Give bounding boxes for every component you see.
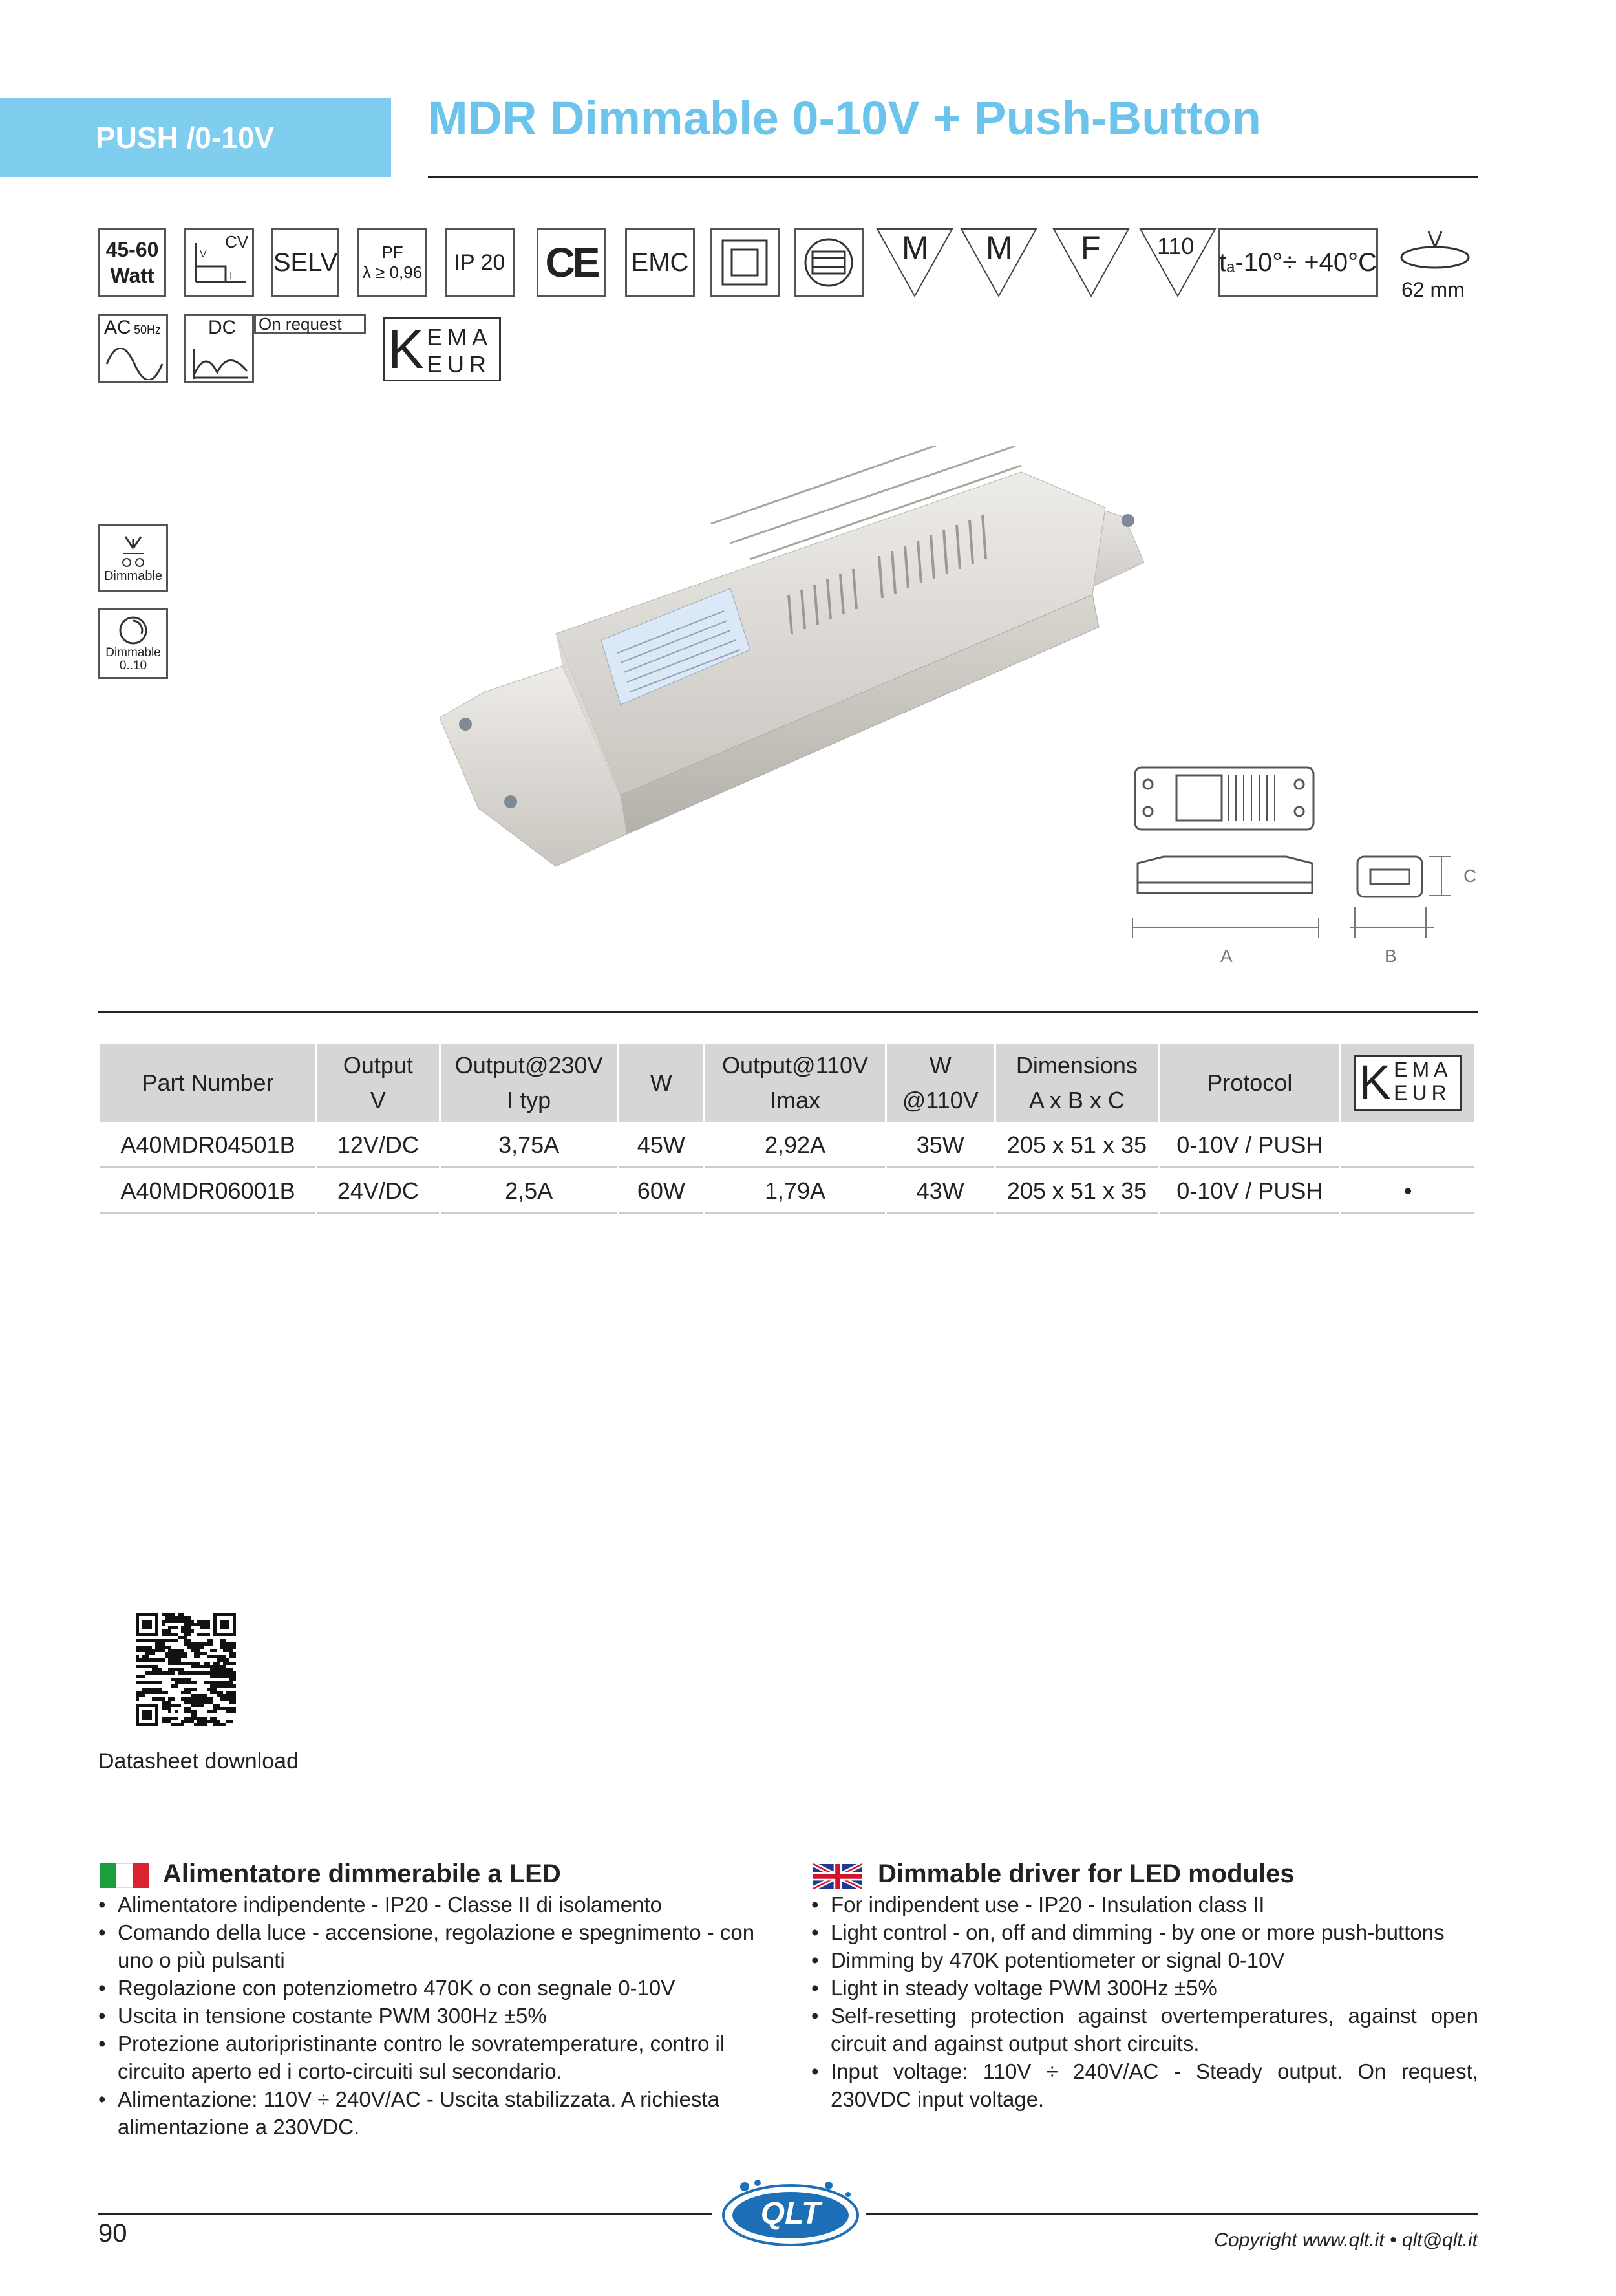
- emc-icon: [625, 228, 695, 297]
- ce-label: CE: [545, 239, 598, 286]
- page-number: 90: [98, 2219, 127, 2248]
- kema-keur-logo: [383, 317, 501, 381]
- cutout-icon: [1390, 228, 1480, 279]
- table-top-rule: [98, 1011, 1478, 1013]
- power-unit: Watt: [110, 264, 154, 287]
- dimmable-010-label: Dimmable: [105, 646, 161, 660]
- dimension-c-label: C: [1463, 866, 1477, 886]
- datasheet-download-link[interactable]: Datasheet download: [98, 1749, 299, 1774]
- ac-input-icon: [98, 314, 168, 383]
- header-protocol: Protocol: [1160, 1044, 1339, 1122]
- cell-watt: 60W: [619, 1170, 703, 1214]
- cell-current-110v: 1,79A: [705, 1170, 885, 1214]
- ac-label: AC: [104, 317, 131, 338]
- mm-mark-icon: [960, 228, 1037, 299]
- list-item: • Input voltage: 110V ÷ 240V/AC - Steady output. On request, 230VDC input voltage.: [811, 2057, 1478, 2113]
- selv-label: SELV: [273, 248, 338, 277]
- product-table: [98, 1042, 1476, 1216]
- cell-part-number: A40MDR06001B: [100, 1170, 315, 1214]
- cell-protocol: 0-10V / PUSH: [1160, 1170, 1339, 1214]
- emc-label: EMC: [631, 248, 689, 277]
- power-factor-icon: [357, 228, 427, 297]
- copyright: Copyright www.qlt.it • qlt@qlt.it: [1214, 2229, 1478, 2251]
- dimension-a-label: A: [1220, 946, 1233, 966]
- cell-part-number: A40MDR04501B: [100, 1124, 315, 1168]
- footer-rule-left: [98, 2213, 712, 2215]
- svg-text:V: V: [200, 249, 207, 260]
- list-item: • Protezione autoripristinante contro le sovratemperature, contro il circuito aperto ed i corto-circuiti sul secondario.: [98, 2030, 771, 2085]
- m-mark-icon: [876, 228, 953, 299]
- svg-text:I: I: [229, 271, 233, 282]
- list-item: • Light in steady voltage PWM 300Hz ±5%: [811, 1974, 1478, 2002]
- cell-watt-110v: 43W: [887, 1170, 994, 1214]
- header-dimensions: Dimensions A x B x C: [996, 1044, 1158, 1122]
- dc-label: DC: [208, 317, 237, 338]
- ambient-temp-icon: [1218, 228, 1378, 297]
- cell-dimensions: 205 x 51 x 35: [996, 1170, 1158, 1214]
- cell-kema: •: [1341, 1170, 1474, 1214]
- header-part-number: Part Number: [100, 1044, 315, 1122]
- kema-bottom: EUR: [427, 351, 492, 378]
- english-title: Dimmable driver for LED modules: [878, 1860, 1295, 1888]
- m-mark-label: M: [902, 230, 929, 266]
- kema-keur-header-logo: K EMA EUR: [1354, 1055, 1462, 1111]
- dimension-drawing: [1125, 760, 1487, 967]
- ip-label: IP 20: [454, 250, 505, 275]
- temp-110-label: 110: [1157, 233, 1195, 259]
- cell-current-110v: 2,92A: [705, 1124, 885, 1168]
- header-watt-110v: W @110V: [887, 1044, 994, 1122]
- on-request-note: On request: [254, 314, 366, 334]
- italian-title: Alimentatore dimmerabile a LED: [163, 1860, 561, 1888]
- f-mark-label: F: [1081, 230, 1101, 266]
- list-item: • Alimentatore indipendente - IP20 - Classe II di isolamento: [98, 1891, 771, 1918]
- uk-flag-icon: [813, 1863, 862, 1889]
- dimmable-010-range: 0..10: [119, 659, 147, 672]
- header-output-110v: Output@110V Imax: [705, 1044, 885, 1122]
- table-row: [100, 1170, 1474, 1214]
- ta-sub: a: [1226, 259, 1235, 276]
- table-row: [100, 1124, 1474, 1168]
- cell-output-v: 12V/DC: [317, 1124, 439, 1168]
- footer-rule-right: [866, 2213, 1478, 2215]
- table-header-row: [100, 1044, 1474, 1122]
- cell-output-v: 24V/DC: [317, 1170, 439, 1214]
- page-title: MDR Dimmable 0-10V + Push-Button: [428, 91, 1262, 145]
- dc-input-icon: [184, 314, 254, 383]
- cell-protocol: 0-10V / PUSH: [1160, 1124, 1339, 1168]
- qlt-logo: [719, 2178, 862, 2250]
- kema-k: K: [388, 319, 425, 380]
- cell-dimensions: 205 x 51 x 35: [996, 1124, 1158, 1168]
- list-item: • Self-resetting protection against overtemperatures, against open circuit and against output short circuits.: [811, 2002, 1478, 2057]
- mm-mark-label: M: [986, 230, 1013, 266]
- f-mark-icon: [1052, 228, 1130, 299]
- list-item: • Uscita in tensione costante PWM 300Hz ±5%: [98, 2002, 771, 2030]
- list-item: • Dimming by 470K potentiometer or signal 0-10V: [811, 1946, 1478, 1974]
- header-output-v: Output V: [317, 1044, 439, 1122]
- ip-rating-icon: [445, 228, 515, 297]
- category-label: PUSH /0-10V: [96, 121, 275, 155]
- header-output-230v: Output@230V I typ: [441, 1044, 617, 1122]
- cell-kema: [1341, 1124, 1474, 1168]
- constant-voltage-icon: [184, 228, 254, 297]
- italy-flag-icon: [100, 1863, 149, 1888]
- kema-top: EMA: [427, 324, 493, 350]
- cell-current-230v: 2,5A: [441, 1170, 617, 1214]
- pf-label: PF: [381, 242, 403, 262]
- selv-icon: [271, 228, 339, 297]
- cell-watt: 45W: [619, 1124, 703, 1168]
- ta-prefix: t: [1218, 248, 1227, 277]
- list-item: • Alimentazione: 110V ÷ 240V/AC - Uscita stabilizzata. A richiesta alimentazione a 230VDC.: [98, 2085, 771, 2141]
- list-item: • For indipendent use - IP20 - Insulation class II: [811, 1891, 1478, 1918]
- english-features: [811, 1891, 1478, 2113]
- list-item: • Regolazione con potenziometro 470K o con segnale 0-10V: [98, 1974, 771, 2002]
- qlt-logo-text: QLT: [760, 2196, 821, 2231]
- cell-current-230v: 3,75A: [441, 1124, 617, 1168]
- temp-110-mark-icon: [1139, 228, 1217, 299]
- ce-mark-icon: [537, 228, 606, 297]
- header-kema-keur: [1341, 1044, 1474, 1122]
- cutout-size: 62 mm: [1401, 278, 1465, 301]
- header-watt: W: [619, 1044, 703, 1122]
- qr-code[interactable]: [136, 1613, 236, 1726]
- title-rule: [428, 176, 1478, 178]
- dimmable-0-10-icon: [98, 608, 168, 679]
- dimmable-label: Dimmable: [103, 568, 163, 583]
- pf-value: λ ≥ 0,96: [362, 263, 423, 282]
- product-photo: [427, 446, 1176, 886]
- ac-frequency: 50Hz: [134, 323, 162, 336]
- cell-watt-110v: 35W: [887, 1124, 994, 1168]
- dimmable-push-icon: [98, 524, 168, 592]
- category-tab: [0, 98, 391, 177]
- italian-features: [98, 1891, 771, 2141]
- cv-label: CV: [225, 232, 249, 252]
- power-range: 45-60: [105, 238, 159, 261]
- ta-range: -10°÷ +40°C: [1235, 248, 1377, 277]
- dimension-b-label: B: [1385, 946, 1397, 966]
- class-ii-icon: [710, 228, 780, 297]
- power-icon: [98, 228, 166, 297]
- list-item: • Light control - on, off and dimming - by one or more push-buttons: [811, 1918, 1478, 1946]
- list-item: • Comando della luce - accensione, regolazione e spegnimento - con uno o più pulsanti: [98, 1918, 771, 1974]
- independent-use-icon: [794, 228, 864, 297]
